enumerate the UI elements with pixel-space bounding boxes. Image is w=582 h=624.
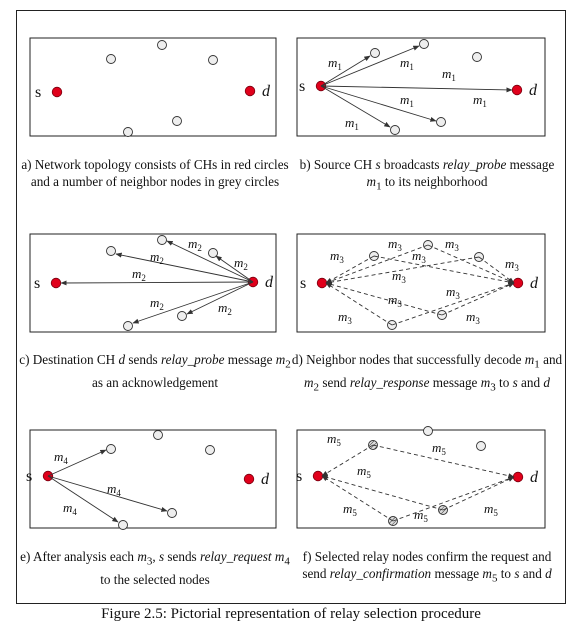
neighbor-node [371,49,380,58]
destination-label: d [530,469,538,486]
neighbor-node [477,442,486,451]
neighbor-node [124,322,133,331]
neighbor-node [206,446,215,455]
neighbor-node [178,312,187,321]
panel-b-box [297,38,545,136]
source-label: s [34,275,41,292]
destination-label: d [529,82,537,99]
m5-label: $m_5$ [357,463,371,480]
caption-b: b) Source CH s broadcasts relay_probe message $m_1$ to its neighborhood [299,157,555,193]
m5-label: $m_5$ [414,507,428,524]
m4-label: $m_4$ [54,449,68,466]
m2-label: $m_2$ [150,249,164,266]
m5-label: $m_5$ [484,501,498,518]
m3-label: $m_3$ [446,284,460,301]
source-label: s [26,468,33,485]
caption-f: f) Selected relay nodes confirm the request and send relay_confirmation message $m_5$ to s and d [302,549,552,585]
m3-label: $m_3$ [412,248,426,265]
m1-arrow [321,86,390,127]
destination-label: d [265,274,273,291]
caption-e: e) After analysis each $m_3$, s sends relay_request $m_4$ to the selected nodes [20,549,290,587]
neighbor-node [473,53,482,62]
caption-d: d) Neighbor nodes that successfully decode $m_1$ and $m_2$ send relay_response message $m_3$ to s and d [291,352,563,394]
m5-arrow [322,476,443,510]
panel-a-box [30,38,276,136]
destination-label: d [530,275,538,292]
m3-label: $m_3$ [388,292,402,309]
destination-label: d [261,471,269,488]
destination-ch [513,278,523,288]
m1-label: $m_1$ [400,92,414,109]
m3-label: $m_3$ [330,248,344,265]
neighbor-node [158,41,167,50]
m5-label: $m_5$ [343,501,357,518]
m3-arrow [428,245,514,283]
destination-ch [245,86,255,96]
destination-ch [513,472,523,482]
neighbor-node [420,40,429,49]
m2-label: $m_2$ [132,266,146,283]
m3-label: $m_3$ [466,309,480,326]
neighbor-node [437,118,446,127]
m5-arrow [443,477,514,510]
m5-label: $m_5$ [432,440,446,457]
neighbor-node [209,56,218,65]
neighbor-node [107,55,116,64]
m5-arrow [322,476,393,521]
neighbor-node [424,427,433,436]
m2-label: $m_2$ [234,255,248,272]
m4-label: $m_4$ [63,500,77,517]
neighbor-node [107,247,116,256]
m1-label: $m_1$ [345,115,359,132]
source-ch [313,471,323,481]
source-label: s [300,275,307,292]
m3-label: $m_3$ [392,268,406,285]
m3-label: $m_3$ [445,236,459,253]
neighbor-node [107,445,116,454]
m1-label: $m_1$ [473,92,487,109]
neighbor-node [391,126,400,135]
source-ch [317,278,327,288]
m5-label: $m_5$ [327,431,341,448]
caption-a: a) Network topology consists of CHs in red circles and a number of neighbor nodes in grey circles [21,157,289,189]
neighbor-node [154,431,163,440]
m1-arrow [321,86,436,121]
caption-c: c) Destination CH d sends relay_probe message $m_2$ as an acknowledgement [19,352,291,390]
neighbor-node [119,521,128,530]
destination-label: d [262,83,270,100]
source-ch [52,87,62,97]
m3-label: $m_3$ [388,236,402,253]
neighbor-node [158,236,167,245]
m3-arrow [326,283,392,325]
m2-arrow [61,282,253,283]
destination-ch [244,474,254,484]
m1-label: $m_1$ [442,66,456,83]
figure-caption: Figure 2.5: Pictorial representation of relay selection procedure [101,606,481,622]
m3-label: $m_3$ [338,309,352,326]
m1-arrow [321,86,512,90]
m2-label: $m_2$ [218,300,232,317]
source-label: s [299,78,306,95]
m2-label: $m_2$ [188,236,202,253]
m1-label: $m_1$ [328,55,342,72]
neighbor-node [124,128,133,137]
source-label: s [296,468,303,485]
m4-label: $m_4$ [107,481,121,498]
neighbor-node [173,117,182,126]
neighbor-node [168,509,177,518]
destination-ch [512,85,522,95]
source-label: s [35,84,42,101]
m3-label: $m_3$ [505,256,519,273]
m1-label: $m_1$ [400,55,414,72]
source-ch [51,278,61,288]
m2-label: $m_2$ [150,295,164,312]
